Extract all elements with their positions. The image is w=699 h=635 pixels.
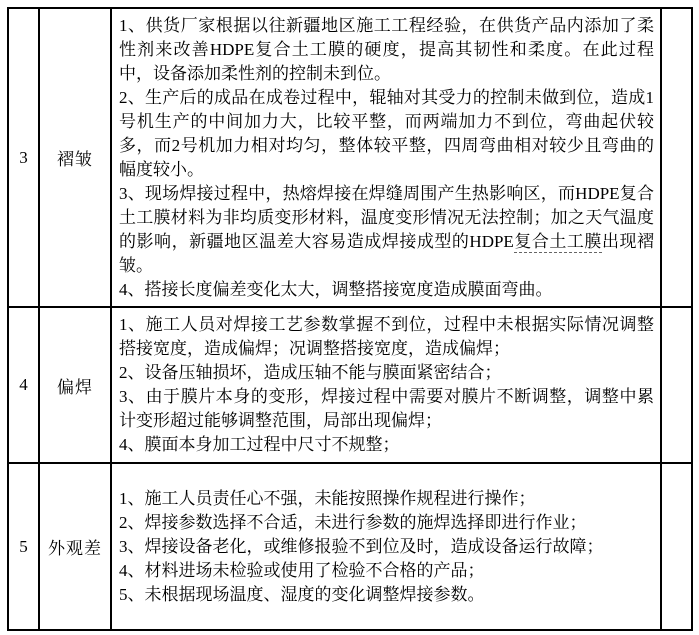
empty-cell <box>661 463 692 630</box>
cause-item: 1、施工人员责任心不强，未能按照操作规程进行操作； <box>119 488 536 508</box>
row-number-cell: 3 <box>8 8 39 307</box>
cause-item: 4、膜面本身加工过程中尺寸不规整； <box>119 435 400 454</box>
description-cell <box>111 8 661 307</box>
cause-item: 1、供货厂家根据以往新疆地区施工工程经验，在供货产品内添加了柔性剂来改善HDPE复合土工膜的硬度，提高其韧性和柔度。在此过程中，设备添加柔性剂的控制未到位。 <box>119 15 654 83</box>
category-cell: 外观差 <box>39 463 111 630</box>
table-row-offset-weld <box>8 307 692 463</box>
cause-item-text: 出现褶皱。 <box>119 231 655 275</box>
category-cell: 褶皱 <box>39 8 111 307</box>
category-cell: 偏焊 <box>39 307 111 463</box>
cause-item: 4、材料进场未检验或使用了检验不合格的产品； <box>119 560 485 580</box>
table-row-poor-appearance <box>8 463 692 630</box>
empty-cell <box>661 8 692 307</box>
cause-item: 3、焊接设备老化，或维修报验不到位及时，造成设备运行故障； <box>119 536 604 556</box>
defect-cause-table <box>7 7 693 631</box>
cause-item: 3、由于膜片本身的变形，焊接过程中需要对膜片不断调整，调整中累计变形超过能够调整范围，局部出现偏焊； <box>119 387 654 430</box>
description-cell <box>111 307 661 463</box>
cause-item-text: 3、现场焊接过程中，热熔焊接在焊缝周围产生热影响区，而HDPE复合土工膜材料为非均质变形材料，温度变形情况无法控制；加之天气温度的影响，新疆地区温差大容易造成焊接成型的HDPE <box>119 183 654 251</box>
cause-item: 1、施工人员对焊接工艺参数掌握不到位，过程中未根据实际情况调整搭接宽度，造成偏焊；况调整搭接宽度，造成偏焊； <box>119 315 654 358</box>
empty-cell <box>661 307 692 463</box>
cause-item: 2、焊接参数选择不合适，未进行参数的施焊选择即进行作业； <box>119 512 587 532</box>
cause-item: 4、搭接长度偏差变化太大，调整搭接宽度造成膜面弯曲。 <box>119 279 553 299</box>
cause-item: 2、生产后的成品在成卷过程中，辊轴对其受力的控制未做到位，造成1号机生产的中间加力大，比较平整，而两端加力不到位，弯曲起伏较多，而2号机加力相对均匀，整体较平整，四周弯曲相对较少且弯曲的幅度较小。 <box>119 87 654 179</box>
spellcheck-underlined-text: 复合土工膜 <box>513 231 602 251</box>
description-cell <box>111 463 661 630</box>
row-number-cell: 4 <box>8 307 39 463</box>
row-number-cell: 5 <box>8 463 39 630</box>
cause-item <box>119 182 654 278</box>
cause-item: 5、未根据现场温度、湿度的变化调整焊接参数。 <box>119 584 485 604</box>
cause-item: 2、设备压轴损坏，造成压轴不能与膜面紧密结合； <box>119 363 502 382</box>
table-row-wrinkle <box>8 8 692 307</box>
